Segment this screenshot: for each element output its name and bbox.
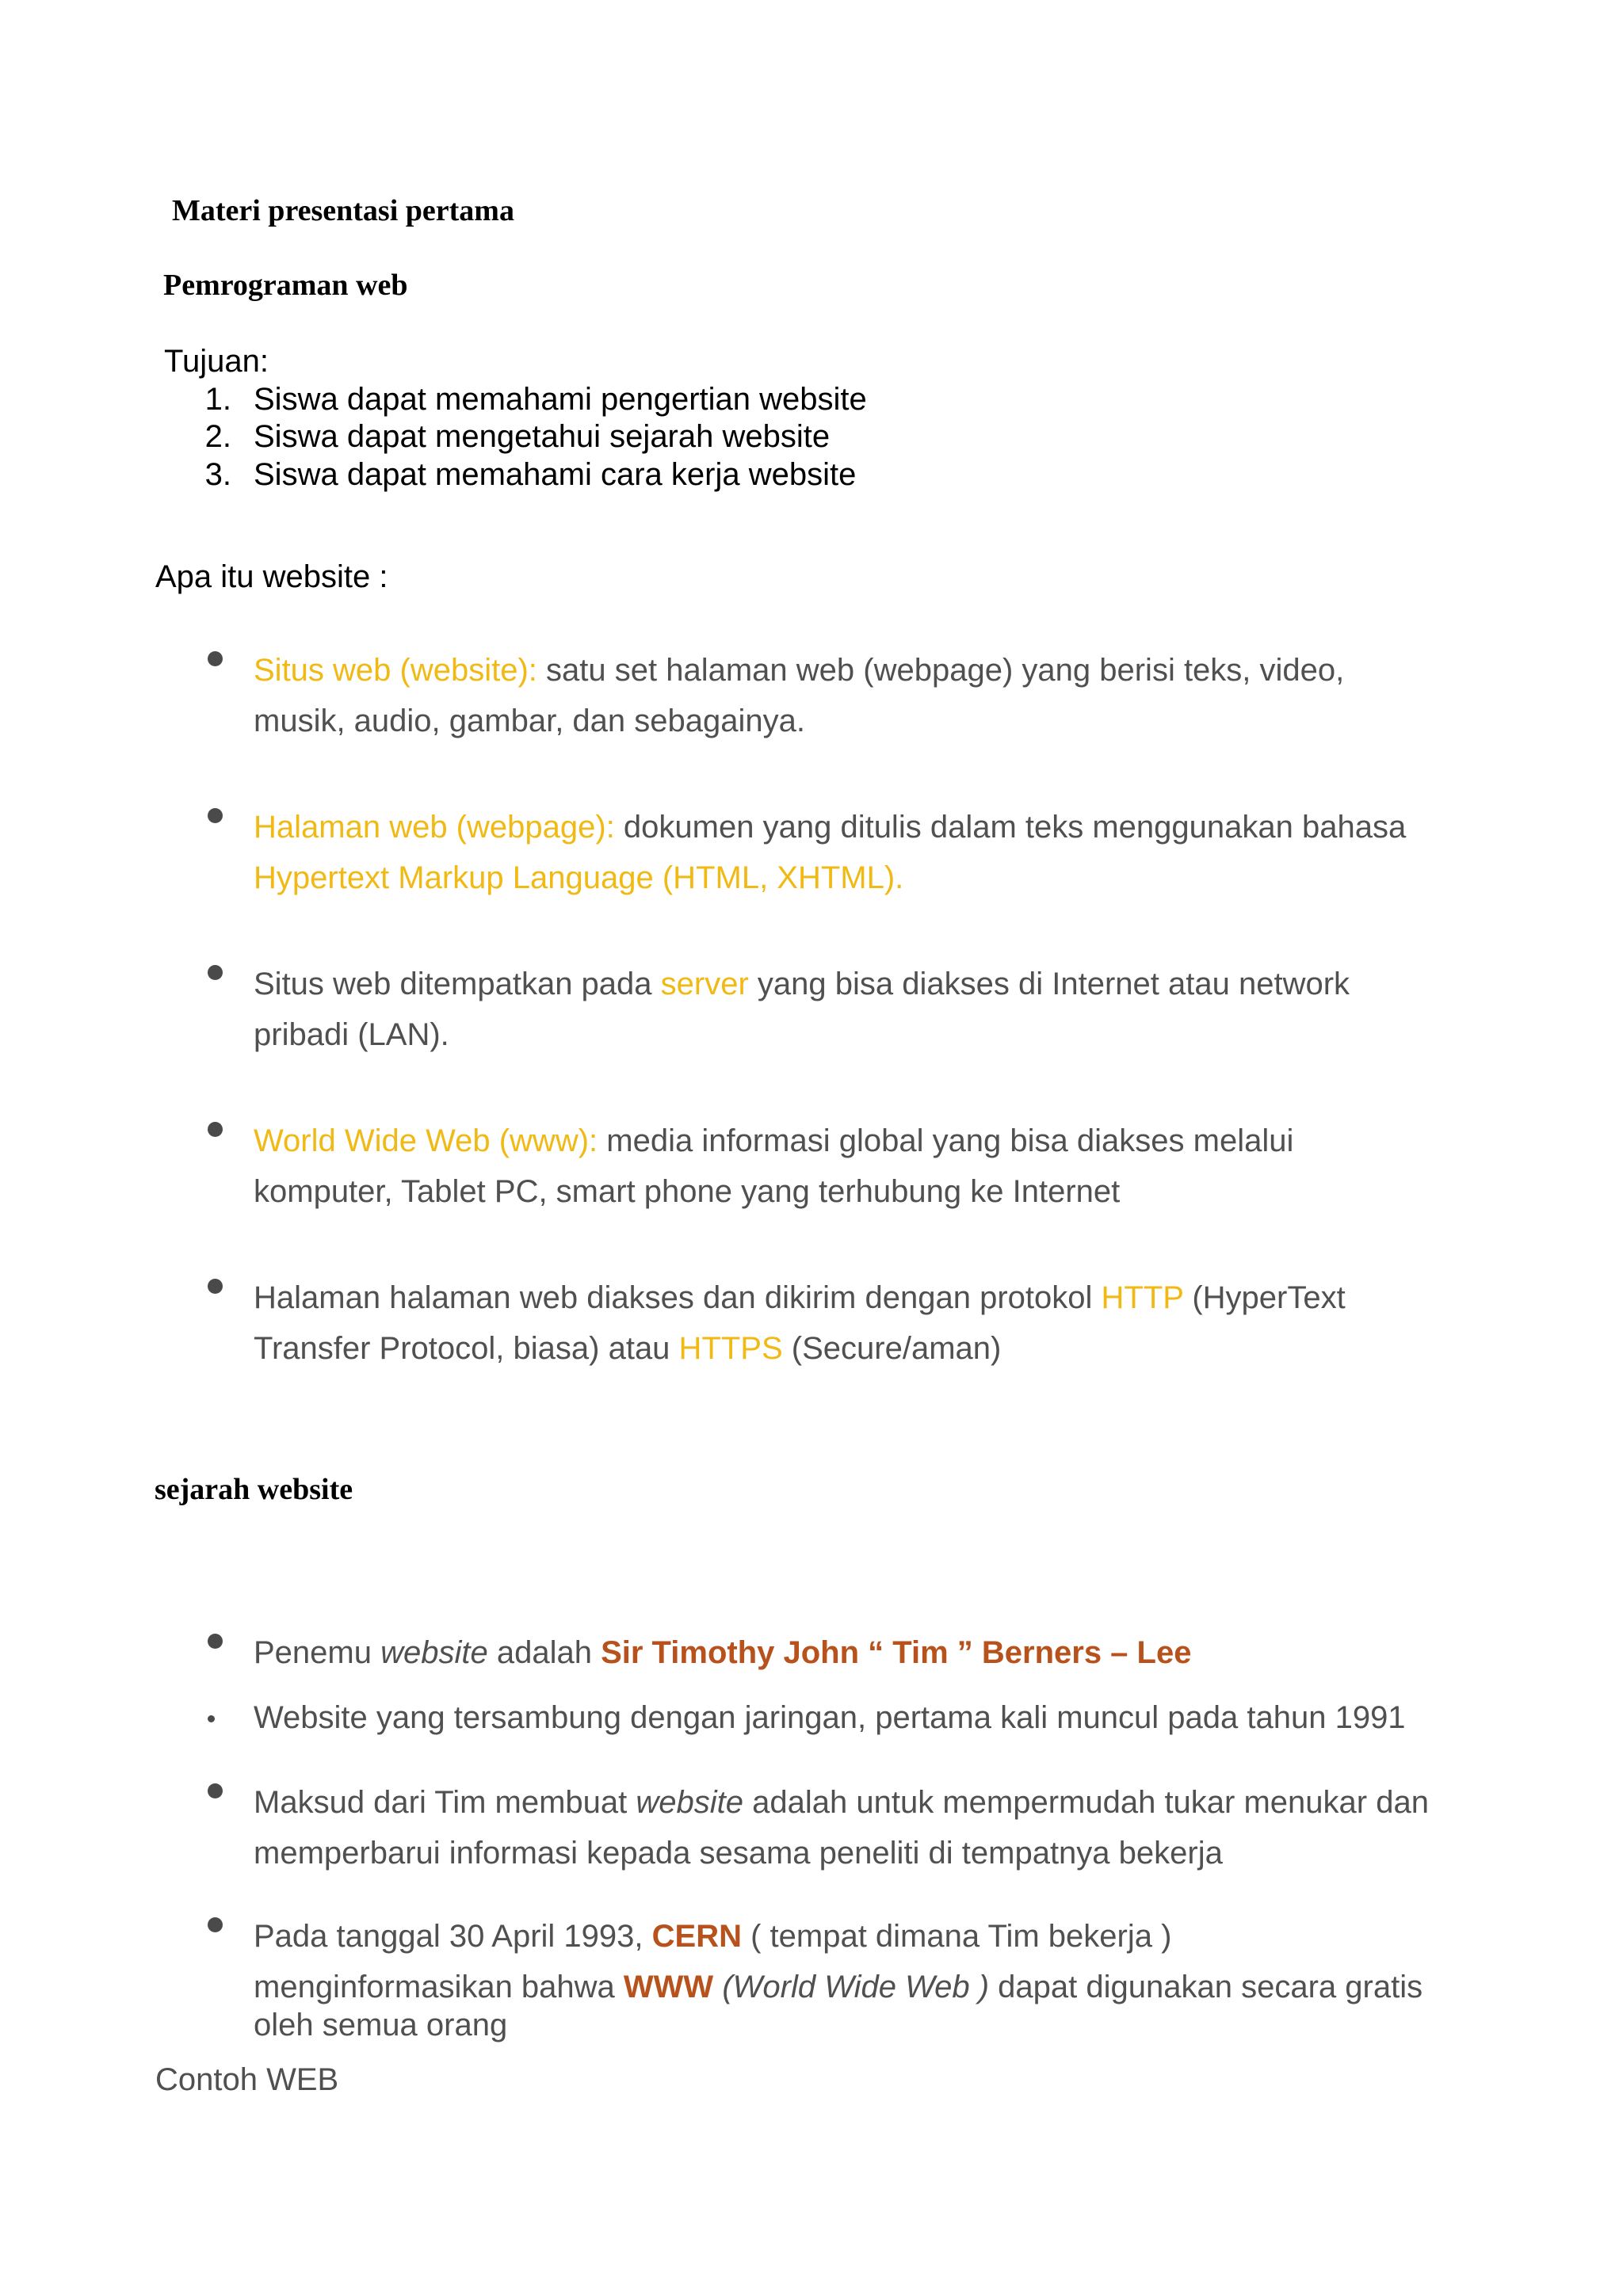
apa-itu-bullet-line	[254, 1017, 449, 1053]
document-heading: Materi presentasi pertama	[172, 194, 514, 227]
text-segment: satu set halaman web (webpage) yang berisi teks, video,	[537, 653, 1345, 688]
text-segment: (HyperText	[1183, 1280, 1346, 1315]
bullet-dot-icon	[208, 1279, 223, 1294]
text-segment: Transfer Protocol, biasa) atau	[254, 1331, 679, 1366]
text-segment: (World Wide Web )	[722, 1970, 990, 2004]
sejarah-bullet-line	[254, 1785, 1429, 1821]
tujuan-item-text: Siswa dapat mengetahui sejarah website	[254, 419, 831, 454]
text-segment: pribadi (LAN).	[254, 1017, 449, 1052]
apa-itu-bullet-line	[254, 860, 903, 896]
sejarah-bullet-line	[254, 2008, 507, 2043]
text-segment: Penemu	[254, 1635, 381, 1670]
sejarah-bullet-line	[254, 1635, 1191, 1671]
text-segment: Maksud dari Tim membuat	[254, 1785, 636, 1820]
highlighted-term: Hypertext Markup Language (HTML, XHTML).	[254, 860, 904, 895]
text-segment: dokumen yang ditulis dalam teks menggunakan bahasa	[614, 810, 1407, 845]
sejarah-bullet-line	[254, 1919, 1171, 1955]
tujuan-label: Tujuan:	[164, 344, 269, 379]
text-segment: ( tempat dimana Tim bekerja )	[741, 1919, 1172, 1954]
bullet-dot-icon	[208, 1715, 215, 1722]
text-segment: yang bisa diakses di Internet atau network	[748, 967, 1350, 1001]
apa-itu-bullet-line	[254, 1123, 1293, 1159]
tujuan-item-number: 2.	[204, 419, 231, 454]
bullet-dot-icon	[208, 1634, 223, 1649]
text-segment: (Secure/aman)	[782, 1331, 1002, 1366]
emphasized-term: Sir Timothy John “ Tim ” Berners – Lee	[601, 1635, 1192, 1670]
contoh-web-label: Contoh WEB	[155, 2062, 339, 2097]
apa-itu-bullet-line	[254, 1331, 1001, 1367]
text-segment: Halaman halaman web diakses dan dikirim dengan protokol	[254, 1280, 1102, 1315]
sejarah-bullet-line	[254, 1700, 1406, 1736]
emphasized-term: CERN	[651, 1919, 742, 1954]
highlighted-term: server	[660, 967, 749, 1001]
text-segment: website	[380, 1635, 488, 1670]
apa-itu-bullet-line	[254, 653, 1344, 688]
apa-itu-bullet-line	[254, 967, 1350, 1002]
text-segment: adalah	[487, 1635, 601, 1670]
text-segment: menginformasikan bahwa	[254, 1970, 624, 2004]
text-segment: Situs web ditempatkan pada	[254, 967, 661, 1001]
text-segment: musik, audio, gambar, dan sebagainya.	[254, 704, 805, 738]
highlighted-term: HTTPS	[678, 1331, 783, 1366]
bullet-dot-icon	[208, 1122, 223, 1137]
apa-itu-bullet-line	[254, 1174, 1120, 1210]
bullet-dot-icon	[208, 1783, 223, 1798]
bullet-dot-icon	[208, 651, 223, 666]
apa-itu-bullet-line	[254, 810, 1406, 845]
emphasized-term: WWW	[623, 1970, 714, 2004]
highlighted-term: Situs web (website):	[254, 653, 537, 688]
highlighted-term: HTTP	[1101, 1280, 1184, 1315]
highlighted-term: Halaman web (webpage):	[254, 810, 615, 845]
tujuan-item-text: Siswa dapat memahami pengertian website	[254, 382, 867, 417]
document-subheading: Pemrograman web	[163, 269, 408, 302]
bullet-dot-icon	[208, 965, 223, 980]
apa-itu-bullet-line	[254, 1280, 1346, 1316]
highlighted-term: World Wide Web (www):	[254, 1123, 598, 1158]
text-segment: Website yang tersambung dengan jaringan, pertama kali muncul pada tahun 1991	[254, 1700, 1406, 1735]
sejarah-bullet-line	[254, 1836, 1223, 1871]
tujuan-item-text: Siswa dapat memahami cara kerja website	[254, 457, 857, 492]
text-segment: website	[636, 1785, 744, 1820]
text-segment: media informasi global yang bisa diakses melalui	[598, 1123, 1294, 1158]
text-segment: adalah untuk mempermudah tukar menukar dan	[743, 1785, 1429, 1820]
text-segment	[713, 1970, 722, 2004]
tujuan-item-number: 3.	[204, 457, 231, 492]
sejarah-heading: sejarah website	[155, 1473, 353, 1506]
text-segment: komputer, Tablet PC, smart phone yang terhubung ke Internet	[254, 1174, 1121, 1209]
sejarah-bullet-line	[254, 1970, 1423, 2005]
text-segment: Pada tanggal 30 April 1993,	[254, 1919, 652, 1954]
apa-itu-label: Apa itu website :	[155, 559, 388, 594]
text-segment: oleh semua orang	[254, 2008, 508, 2042]
text-segment: dapat digunakan secara gratis	[989, 1970, 1423, 2004]
text-segment: memperbarui informasi kepada sesama peneliti di tempatnya bekerja	[254, 1836, 1223, 1871]
bullet-dot-icon	[208, 808, 223, 823]
bullet-dot-icon	[208, 1917, 223, 1932]
apa-itu-bullet-line	[254, 704, 805, 739]
tujuan-item-number: 1.	[204, 382, 231, 417]
